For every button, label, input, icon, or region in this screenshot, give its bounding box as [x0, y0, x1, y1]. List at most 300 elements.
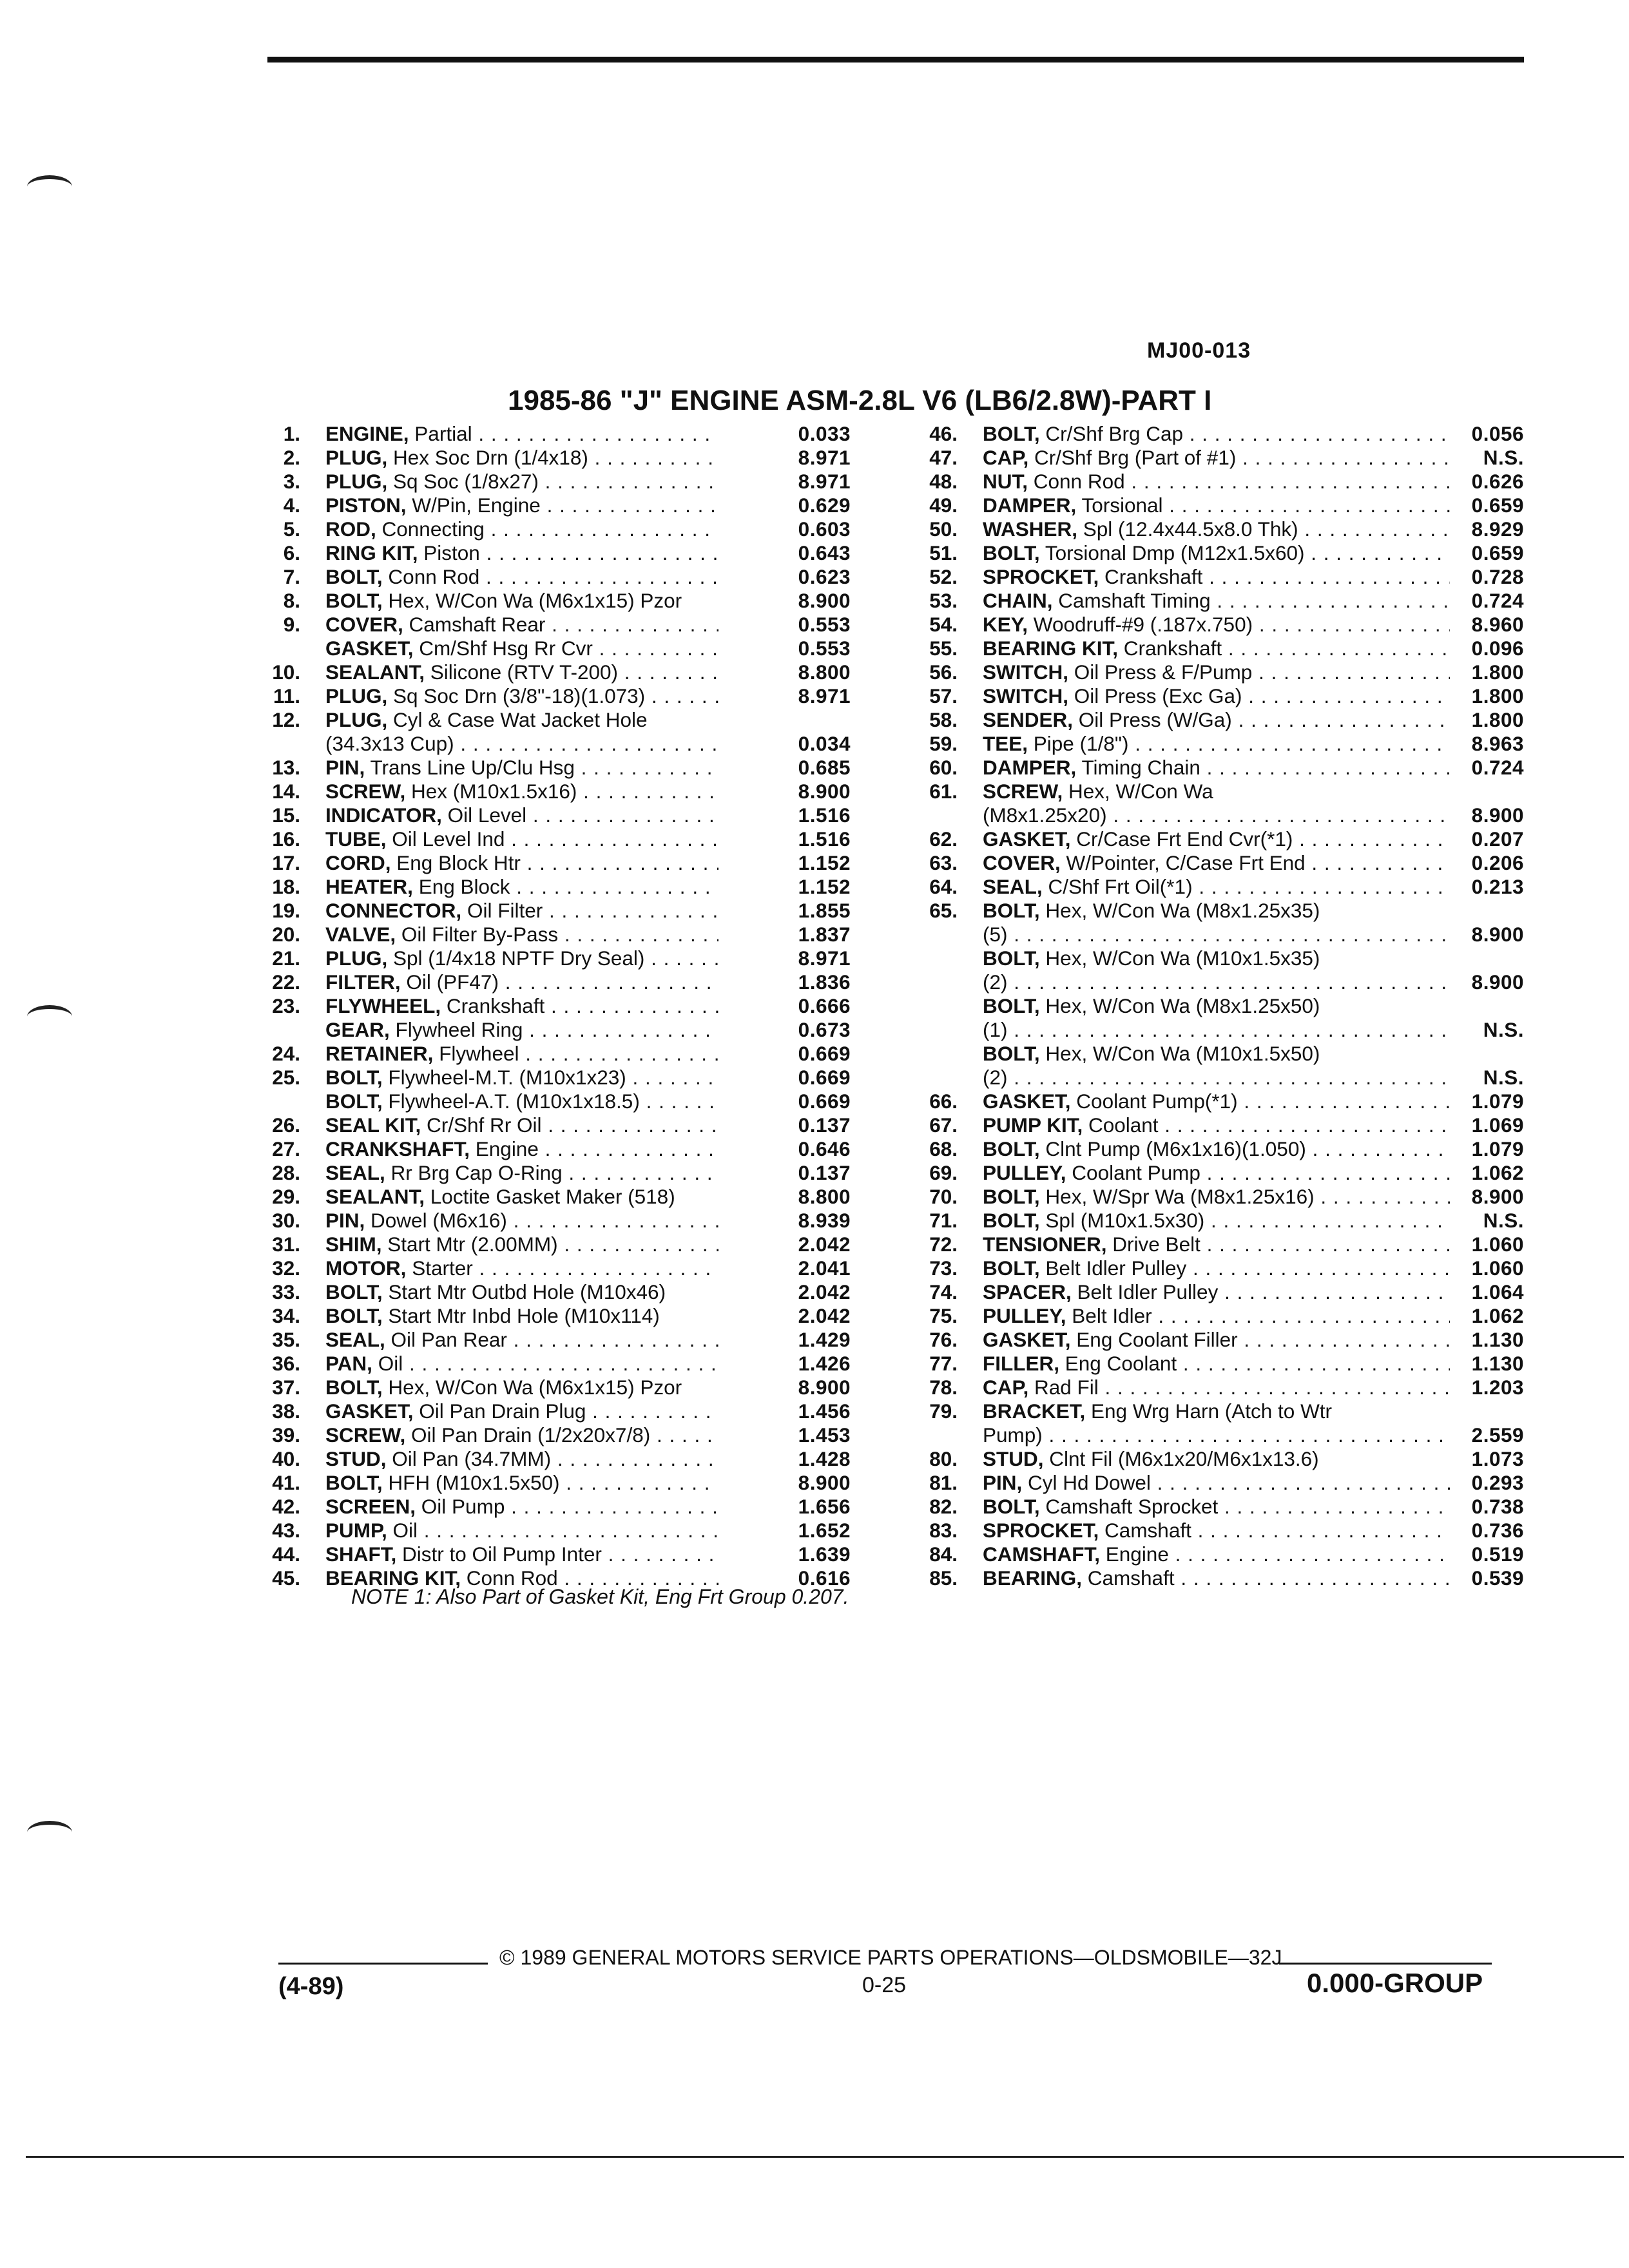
part-detail: Hex, W/Con Wa (M8x1.25x35): [1045, 899, 1320, 922]
part-detail: Hex (M10x1.5x16): [411, 780, 577, 803]
item-description: [983, 1113, 1450, 1137]
part-detail: Pump): [983, 1423, 1043, 1446]
leader-dots: [1193, 875, 1450, 898]
group-number: 2.042: [798, 1280, 851, 1303]
group-number: 8.963: [1471, 732, 1524, 755]
part-detail: Sq Soc (1/8x27): [393, 470, 539, 493]
leader-dots: [505, 827, 718, 850]
part-name: FILTER,: [325, 970, 401, 994]
item-description: [325, 1209, 718, 1233]
part-detail: Oil Press & F/Pump: [1074, 660, 1253, 684]
item-number: 26.: [272, 1113, 300, 1137]
parts-list-row: [902, 1113, 1524, 1137]
item-number: 60.: [929, 756, 958, 779]
part-detail: Eng Coolant: [1065, 1352, 1177, 1375]
group-number: 8.800: [798, 1185, 851, 1208]
group-number: 1.426: [798, 1352, 851, 1375]
part-detail: Coolant: [1088, 1113, 1159, 1137]
item-description: [983, 1090, 1450, 1113]
item-description: [325, 1471, 718, 1495]
item-number: 42.: [272, 1495, 300, 1518]
part-detail: Woodruff-#9 (.187x.750): [1033, 613, 1253, 636]
part-detail: Start Mtr Outbd Hole (M10x46): [388, 1280, 666, 1303]
item-description: [983, 1256, 1450, 1280]
part-detail: Engine: [475, 1137, 539, 1160]
parts-list-row: [902, 970, 1524, 994]
leader-dots: [543, 899, 718, 922]
top-rule: [267, 57, 1524, 62]
document-code: MJ00-013: [1147, 338, 1251, 363]
parts-list-row: [902, 780, 1521, 803]
parts-list-right: [902, 422, 1524, 1590]
item-number: 55.: [929, 637, 958, 660]
leader-dots: [545, 613, 718, 636]
leader-dots: [507, 1209, 718, 1232]
item-description: [325, 947, 718, 970]
item-number: 47.: [929, 446, 958, 469]
part-detail: Sq Soc Drn (3/8"-18)(1.073): [393, 684, 646, 707]
item-number: 63.: [929, 851, 958, 874]
part-name: PLUG,: [325, 470, 388, 493]
part-name: GASKET,: [325, 637, 414, 660]
part-detail: Distr to Oil Pump Inter: [402, 1542, 602, 1566]
part-detail: Oil Level: [447, 803, 527, 827]
parts-list-row: [902, 517, 1524, 541]
group-number: 0.539: [1471, 1566, 1524, 1590]
group-number: 1.079: [1471, 1137, 1524, 1160]
group-number: 0.724: [1471, 589, 1524, 612]
part-name: PULLEY,: [983, 1161, 1066, 1184]
part-detail: Hex, W/Con Wa (M6x1x15) Pzor: [388, 589, 682, 612]
item-description: [325, 708, 718, 732]
part-name: DAMPER,: [983, 756, 1077, 779]
group-number: 0.553: [798, 637, 851, 660]
part-detail: Hex, W/Con Wa: [1068, 780, 1213, 803]
part-detail: Partial: [414, 422, 472, 445]
group-number: 0.669: [798, 1090, 851, 1113]
part-name: MOTOR,: [325, 1256, 407, 1280]
item-description: [325, 637, 718, 660]
item-number: 79.: [929, 1399, 958, 1423]
part-detail: Drive Belt: [1112, 1233, 1200, 1256]
group-number: 0.056: [1471, 422, 1524, 445]
group-number: 2.042: [798, 1233, 851, 1256]
item-number: 68.: [929, 1137, 958, 1160]
item-number: 70.: [929, 1185, 958, 1208]
part-name: BOLT,: [983, 541, 1040, 564]
parts-list-row: [245, 1066, 889, 1090]
item-description: [325, 803, 718, 827]
part-detail: Loctite Gasket Maker (518): [430, 1185, 675, 1208]
part-detail: Conn Rod: [1033, 470, 1125, 493]
item-description: [983, 780, 1450, 803]
part-detail: Silicone (RTV T-200): [430, 660, 618, 684]
part-name: CAP,: [983, 446, 1029, 469]
group-number: 8.971: [798, 470, 851, 493]
group-number: 8.900: [1471, 1185, 1524, 1208]
leader-dots: [1186, 1256, 1450, 1280]
parts-list-row: [245, 756, 889, 780]
part-detail: Eng Block: [418, 875, 510, 898]
group-number: 0.293: [1471, 1471, 1524, 1494]
part-name: BOLT,: [325, 1090, 383, 1113]
parts-list-row: [902, 899, 1521, 923]
part-name: SEALANT,: [325, 660, 425, 684]
parts-list-row: [245, 1471, 889, 1495]
leader-dots: [1204, 1209, 1450, 1232]
part-name: PULLEY,: [983, 1304, 1066, 1327]
item-number: 9.: [283, 613, 300, 636]
item-number: 19.: [272, 899, 300, 922]
item-description: [983, 970, 1450, 994]
group-number: 2.041: [798, 1256, 851, 1280]
parts-list-row: [902, 1018, 1524, 1042]
part-name: SHIM,: [325, 1233, 382, 1256]
leader-dots: [1043, 1423, 1450, 1446]
part-detail: Start Mtr Inbd Hole (M10x114): [388, 1304, 660, 1327]
group-number: 8.971: [798, 684, 851, 707]
item-description: [983, 923, 1450, 947]
part-name: BRACKET,: [983, 1399, 1086, 1423]
leader-dots: [588, 446, 718, 469]
part-detail: Oil Pan (34.7MM): [392, 1447, 552, 1470]
group-number: 0.603: [798, 517, 851, 541]
item-number: 52.: [929, 565, 958, 588]
part-name: SEAL,: [325, 1328, 385, 1351]
part-detail: W/Pointer, C/Case Frt End: [1066, 851, 1306, 874]
part-detail: Crankshaft: [1104, 565, 1203, 588]
leader-dots: [539, 1137, 718, 1160]
item-description: [983, 1471, 1450, 1495]
parts-list-row: [245, 422, 889, 446]
item-description: [983, 1519, 1450, 1542]
leader-dots: [1169, 1542, 1450, 1566]
parts-list-row: [902, 684, 1524, 708]
item-number: 56.: [929, 660, 958, 684]
item-description: [325, 660, 718, 684]
group-number: 1.836: [798, 970, 851, 994]
parts-list-row: [902, 1542, 1524, 1566]
parts-list-row: [902, 1209, 1524, 1233]
leader-dots: [1298, 517, 1450, 541]
leader-dots: [1008, 1066, 1451, 1089]
leader-dots: [558, 923, 718, 946]
footnote: NOTE 1: Also Part of Gasket Kit, Eng Frt Group 0.207.: [351, 1585, 849, 1608]
item-number: 35.: [272, 1328, 300, 1351]
parts-list-row: [245, 517, 889, 541]
item-number: 64.: [929, 875, 958, 898]
part-name: VALVE,: [325, 923, 396, 946]
part-detail: Belt Idler Pulley: [1045, 1256, 1187, 1280]
leader-dots: [1099, 1376, 1450, 1399]
item-number: 27.: [272, 1137, 300, 1160]
part-detail: Clnt Pump (M6x1x16)(1.050): [1045, 1137, 1306, 1160]
part-detail: Oil (PF47): [406, 970, 499, 994]
parts-list-row: [245, 541, 889, 565]
copyright-notice: © 1989 GENERAL MOTORS SERVICE PARTS OPERATIONS—OLDSMOBILE—32J: [499, 1946, 1282, 1969]
parts-list-row: [245, 780, 889, 803]
part-name: PUMP,: [325, 1519, 387, 1542]
part-name: TEE,: [983, 732, 1028, 755]
group-number: 0.626: [1471, 470, 1524, 493]
part-name: GASKET,: [983, 1090, 1071, 1113]
part-detail: Torsional: [1081, 494, 1163, 517]
item-number: 5.: [283, 517, 300, 541]
leader-dots: [1008, 970, 1451, 994]
parts-list-row: [245, 803, 889, 827]
part-name: PISTON,: [325, 494, 407, 517]
part-name: CONNECTOR,: [325, 899, 462, 922]
item-number: 37.: [272, 1376, 300, 1399]
group-number: 0.669: [798, 1042, 851, 1065]
part-name: SCREW,: [983, 780, 1063, 803]
item-description: [983, 1137, 1450, 1161]
part-name: SCREEN,: [325, 1495, 416, 1518]
part-detail: (1): [983, 1018, 1008, 1041]
item-description: [983, 1352, 1450, 1376]
part-detail: Spl (12.4x44.5x8.0 Thk): [1083, 517, 1298, 541]
item-number: 2.: [283, 446, 300, 469]
parts-list-row: [245, 613, 889, 637]
group-number: 8.939: [798, 1209, 851, 1232]
part-name: BOLT,: [325, 1376, 383, 1399]
item-description: [325, 470, 718, 494]
footer-rule-right: [1279, 1963, 1492, 1965]
item-description: [325, 1280, 718, 1304]
part-name: CAMSHAFT,: [983, 1542, 1100, 1566]
item-description: [325, 780, 718, 803]
group-number: 1.516: [798, 827, 851, 850]
leader-dots: [1008, 923, 1451, 946]
part-name: BOLT,: [983, 1042, 1040, 1065]
item-number: 43.: [272, 1519, 300, 1542]
leader-dots: [560, 1471, 719, 1494]
parts-list-row: [902, 1233, 1524, 1256]
item-number: 59.: [929, 732, 958, 755]
parts-list-row: [245, 1352, 889, 1376]
part-detail: (2): [983, 1066, 1008, 1089]
parts-list-row: [902, 947, 1521, 970]
item-number: 41.: [272, 1471, 300, 1494]
group-number: 8.900: [1471, 923, 1524, 946]
part-name: PIN,: [325, 756, 365, 779]
item-number: 23.: [272, 994, 300, 1017]
item-number: 78.: [929, 1376, 958, 1399]
leader-dots: [1238, 1090, 1450, 1113]
item-description: [983, 875, 1450, 899]
part-detail: Flywheel: [439, 1042, 519, 1065]
part-detail: Belt Idler Pulley: [1077, 1280, 1219, 1303]
group-number: 1.079: [1471, 1090, 1524, 1113]
parts-list-row: [245, 637, 889, 660]
part-detail: Conn Rod: [466, 1566, 558, 1590]
parts-list-row: [902, 1423, 1524, 1447]
group-code: 0.000-GROUP: [1307, 1968, 1483, 1998]
parts-list-row: [902, 470, 1524, 494]
item-description: [325, 613, 718, 637]
part-name: RETAINER,: [325, 1042, 434, 1065]
item-description: [983, 1185, 1450, 1209]
item-number: 71.: [929, 1209, 958, 1232]
item-number: 57.: [929, 684, 958, 707]
parts-list-row: [245, 851, 889, 875]
part-detail: Cm/Shf Hsg Rr Cvr: [419, 637, 593, 660]
part-detail: (5): [983, 923, 1008, 946]
parts-list-row: [902, 732, 1524, 756]
parts-list-row: [902, 1328, 1524, 1352]
item-description: [983, 494, 1450, 517]
parts-list-row: [902, 637, 1524, 660]
item-description: [983, 1304, 1450, 1328]
part-name: HEATER,: [325, 875, 413, 898]
part-detail: Hex, W/Con Wa (M6x1x15) Pzor: [388, 1376, 682, 1399]
group-number: 0.659: [1471, 541, 1524, 564]
item-description: [983, 565, 1450, 589]
leader-dots: [521, 851, 718, 874]
item-description: [325, 1018, 718, 1042]
item-description: [325, 1042, 718, 1066]
item-description: [325, 1185, 718, 1209]
item-description: [325, 422, 718, 446]
part-name: SENDER,: [983, 708, 1074, 731]
item-description: [325, 1161, 718, 1185]
leader-dots: [558, 1233, 718, 1256]
parts-list-row: [902, 827, 1524, 851]
part-detail: Hex, W/Con Wa (M8x1.25x50): [1045, 994, 1320, 1017]
part-name: SPROCKET,: [983, 1519, 1099, 1542]
item-description: [983, 541, 1450, 565]
item-description: [983, 1042, 1450, 1066]
part-detail: Oil Pan Rear: [390, 1328, 507, 1351]
leader-dots: [541, 1113, 718, 1137]
part-detail: Hex, W/Con Wa (M10x1.5x50): [1045, 1042, 1320, 1065]
group-number: 0.736: [1471, 1519, 1524, 1542]
leader-dots: [1107, 803, 1450, 827]
parts-list-row: [245, 1376, 889, 1399]
part-name: BOLT,: [983, 1209, 1040, 1232]
parts-list-row: [902, 1471, 1524, 1495]
group-number: 0.646: [798, 1137, 851, 1160]
leader-dots: [626, 1066, 718, 1089]
group-number: 1.516: [798, 803, 851, 827]
item-number: 58.: [929, 708, 958, 731]
part-detail: Hex, W/Spr Wa (M8x1.25x16): [1045, 1185, 1315, 1208]
part-name: SHAFT,: [325, 1542, 397, 1566]
part-name: BOLT,: [325, 1304, 383, 1327]
item-number: 16.: [272, 827, 300, 850]
parts-list-row: [245, 470, 889, 494]
group-number: 8.971: [798, 947, 851, 970]
part-name: BOLT,: [325, 1280, 383, 1303]
group-number: 1.456: [798, 1399, 851, 1423]
leader-dots: [1163, 494, 1450, 517]
parts-list-row: [245, 660, 889, 684]
item-description: [325, 684, 718, 708]
parts-list-row: [902, 565, 1524, 589]
part-name: BEARING,: [983, 1566, 1083, 1590]
part-detail: Cyl Hd Dowel: [1028, 1471, 1151, 1494]
parts-list-row: [245, 970, 889, 994]
item-description: [325, 1066, 718, 1090]
item-description: [983, 732, 1450, 756]
item-number: 50.: [929, 517, 958, 541]
item-number: 84.: [929, 1542, 958, 1566]
group-number: 1.429: [798, 1328, 851, 1351]
parts-list-row: [902, 446, 1524, 470]
parts-list-row: [902, 1304, 1524, 1328]
item-number: 49.: [929, 494, 958, 517]
part-detail: Camshaft Rear: [409, 613, 546, 636]
item-description: [325, 589, 718, 613]
item-description: [983, 899, 1450, 923]
item-number: 22.: [272, 970, 300, 994]
leader-dots: [586, 1399, 718, 1423]
item-description: [983, 1209, 1450, 1233]
part-detail: Engine: [1105, 1542, 1169, 1566]
parts-list-row: [902, 1185, 1524, 1209]
item-description: [325, 1542, 718, 1566]
item-description: [983, 803, 1450, 827]
leader-dots: [1200, 1161, 1450, 1184]
group-number: 0.623: [798, 565, 851, 588]
part-detail: Eng Block Htr: [396, 851, 521, 874]
group-number: 1.060: [1471, 1233, 1524, 1256]
leader-dots: [1008, 1018, 1451, 1041]
leader-dots: [1211, 589, 1450, 612]
item-number: 10.: [272, 660, 300, 684]
leader-dots: [1232, 708, 1450, 731]
parts-list-row: [245, 1137, 889, 1161]
parts-list-row: [902, 1447, 1524, 1471]
item-number: 75.: [929, 1304, 958, 1327]
leader-dots: [618, 660, 718, 684]
item-number: 51.: [929, 541, 958, 564]
part-detail: Oil: [392, 1519, 418, 1542]
part-name: NUT,: [983, 470, 1028, 493]
parts-list-row: [902, 541, 1524, 565]
item-description: [983, 1066, 1450, 1090]
item-description: [325, 446, 718, 470]
item-number: 32.: [272, 1256, 300, 1280]
group-number: 1.639: [798, 1542, 851, 1566]
leader-dots: [519, 1042, 718, 1065]
part-detail: Flywheel-A.T. (M10x1x18.5): [388, 1090, 640, 1113]
part-detail: Timing Chain: [1081, 756, 1200, 779]
part-name: PLUG,: [325, 446, 388, 469]
parts-list-row: [245, 1495, 889, 1519]
group-number: 8.900: [798, 1471, 851, 1494]
parts-list-row: [245, 1113, 889, 1137]
group-number: 1.130: [1471, 1328, 1524, 1351]
part-detail: Clnt Fil (M6x1x20/M6x1x13.6): [1049, 1447, 1319, 1470]
part-name: BOLT,: [983, 1137, 1040, 1160]
item-description: [325, 1423, 718, 1447]
item-number: 81.: [929, 1471, 958, 1494]
item-number: 17.: [272, 851, 300, 874]
parts-list-row: [245, 1304, 889, 1328]
item-number: 34.: [272, 1304, 300, 1327]
group-number: 0.728: [1471, 565, 1524, 588]
item-description: [983, 708, 1450, 732]
item-number: 44.: [272, 1542, 300, 1566]
parts-list-row: [902, 660, 1524, 684]
item-number: 33.: [272, 1280, 300, 1303]
part-detail: Cr/Shf Brg (Part of #1): [1034, 446, 1237, 469]
leader-dots: [1183, 422, 1450, 445]
part-name: BOLT,: [983, 994, 1040, 1017]
leader-dots: [593, 637, 718, 660]
parts-list-row: [902, 613, 1524, 637]
